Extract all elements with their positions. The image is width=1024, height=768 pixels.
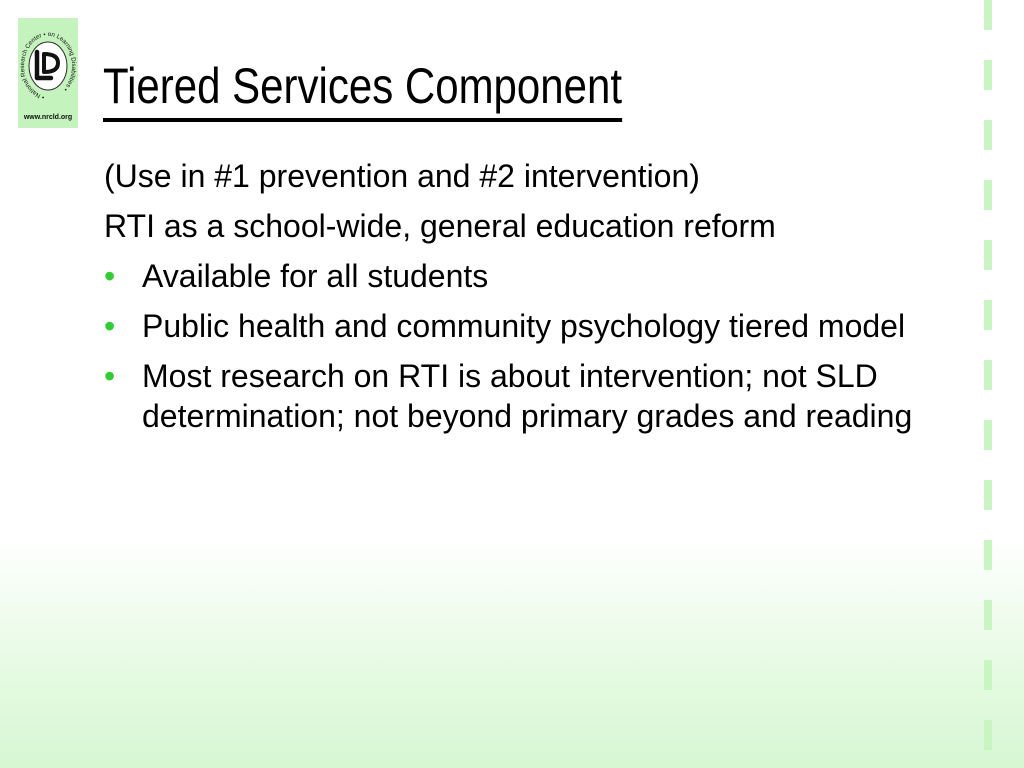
right-edge-dashed-stripe xyxy=(984,0,992,768)
bullet-text: Public health and community psychology tiered model xyxy=(142,308,906,344)
bullet-dot-icon: • xyxy=(104,258,116,294)
logo-url: www.nrcld.org xyxy=(23,114,73,121)
list-item xyxy=(104,256,964,296)
list-item xyxy=(104,356,964,436)
bullet-dot-icon: • xyxy=(104,358,116,394)
bullet-list xyxy=(104,256,964,436)
paragraph-rti-reform: RTI as a school-wide, general education reform xyxy=(104,208,776,244)
bullet-text: Available for all students xyxy=(142,258,489,294)
nrcld-logo xyxy=(18,18,78,128)
paragraph-usage: (Use in #1 prevention and #2 intervention) xyxy=(104,158,700,194)
logo-emblem-icon xyxy=(18,18,78,114)
logo-arc-text: • National Research Center • on Learning Disabilities • xyxy=(19,30,78,101)
list-item xyxy=(104,306,964,346)
bullet-text: Most research on RTI is about intervention; not SLD determination; not beyond primary grades and reading xyxy=(142,358,913,434)
slide-body xyxy=(104,156,964,446)
bullet-dot-icon: • xyxy=(104,308,116,344)
slide-title: Tiered Services Component xyxy=(103,54,622,122)
